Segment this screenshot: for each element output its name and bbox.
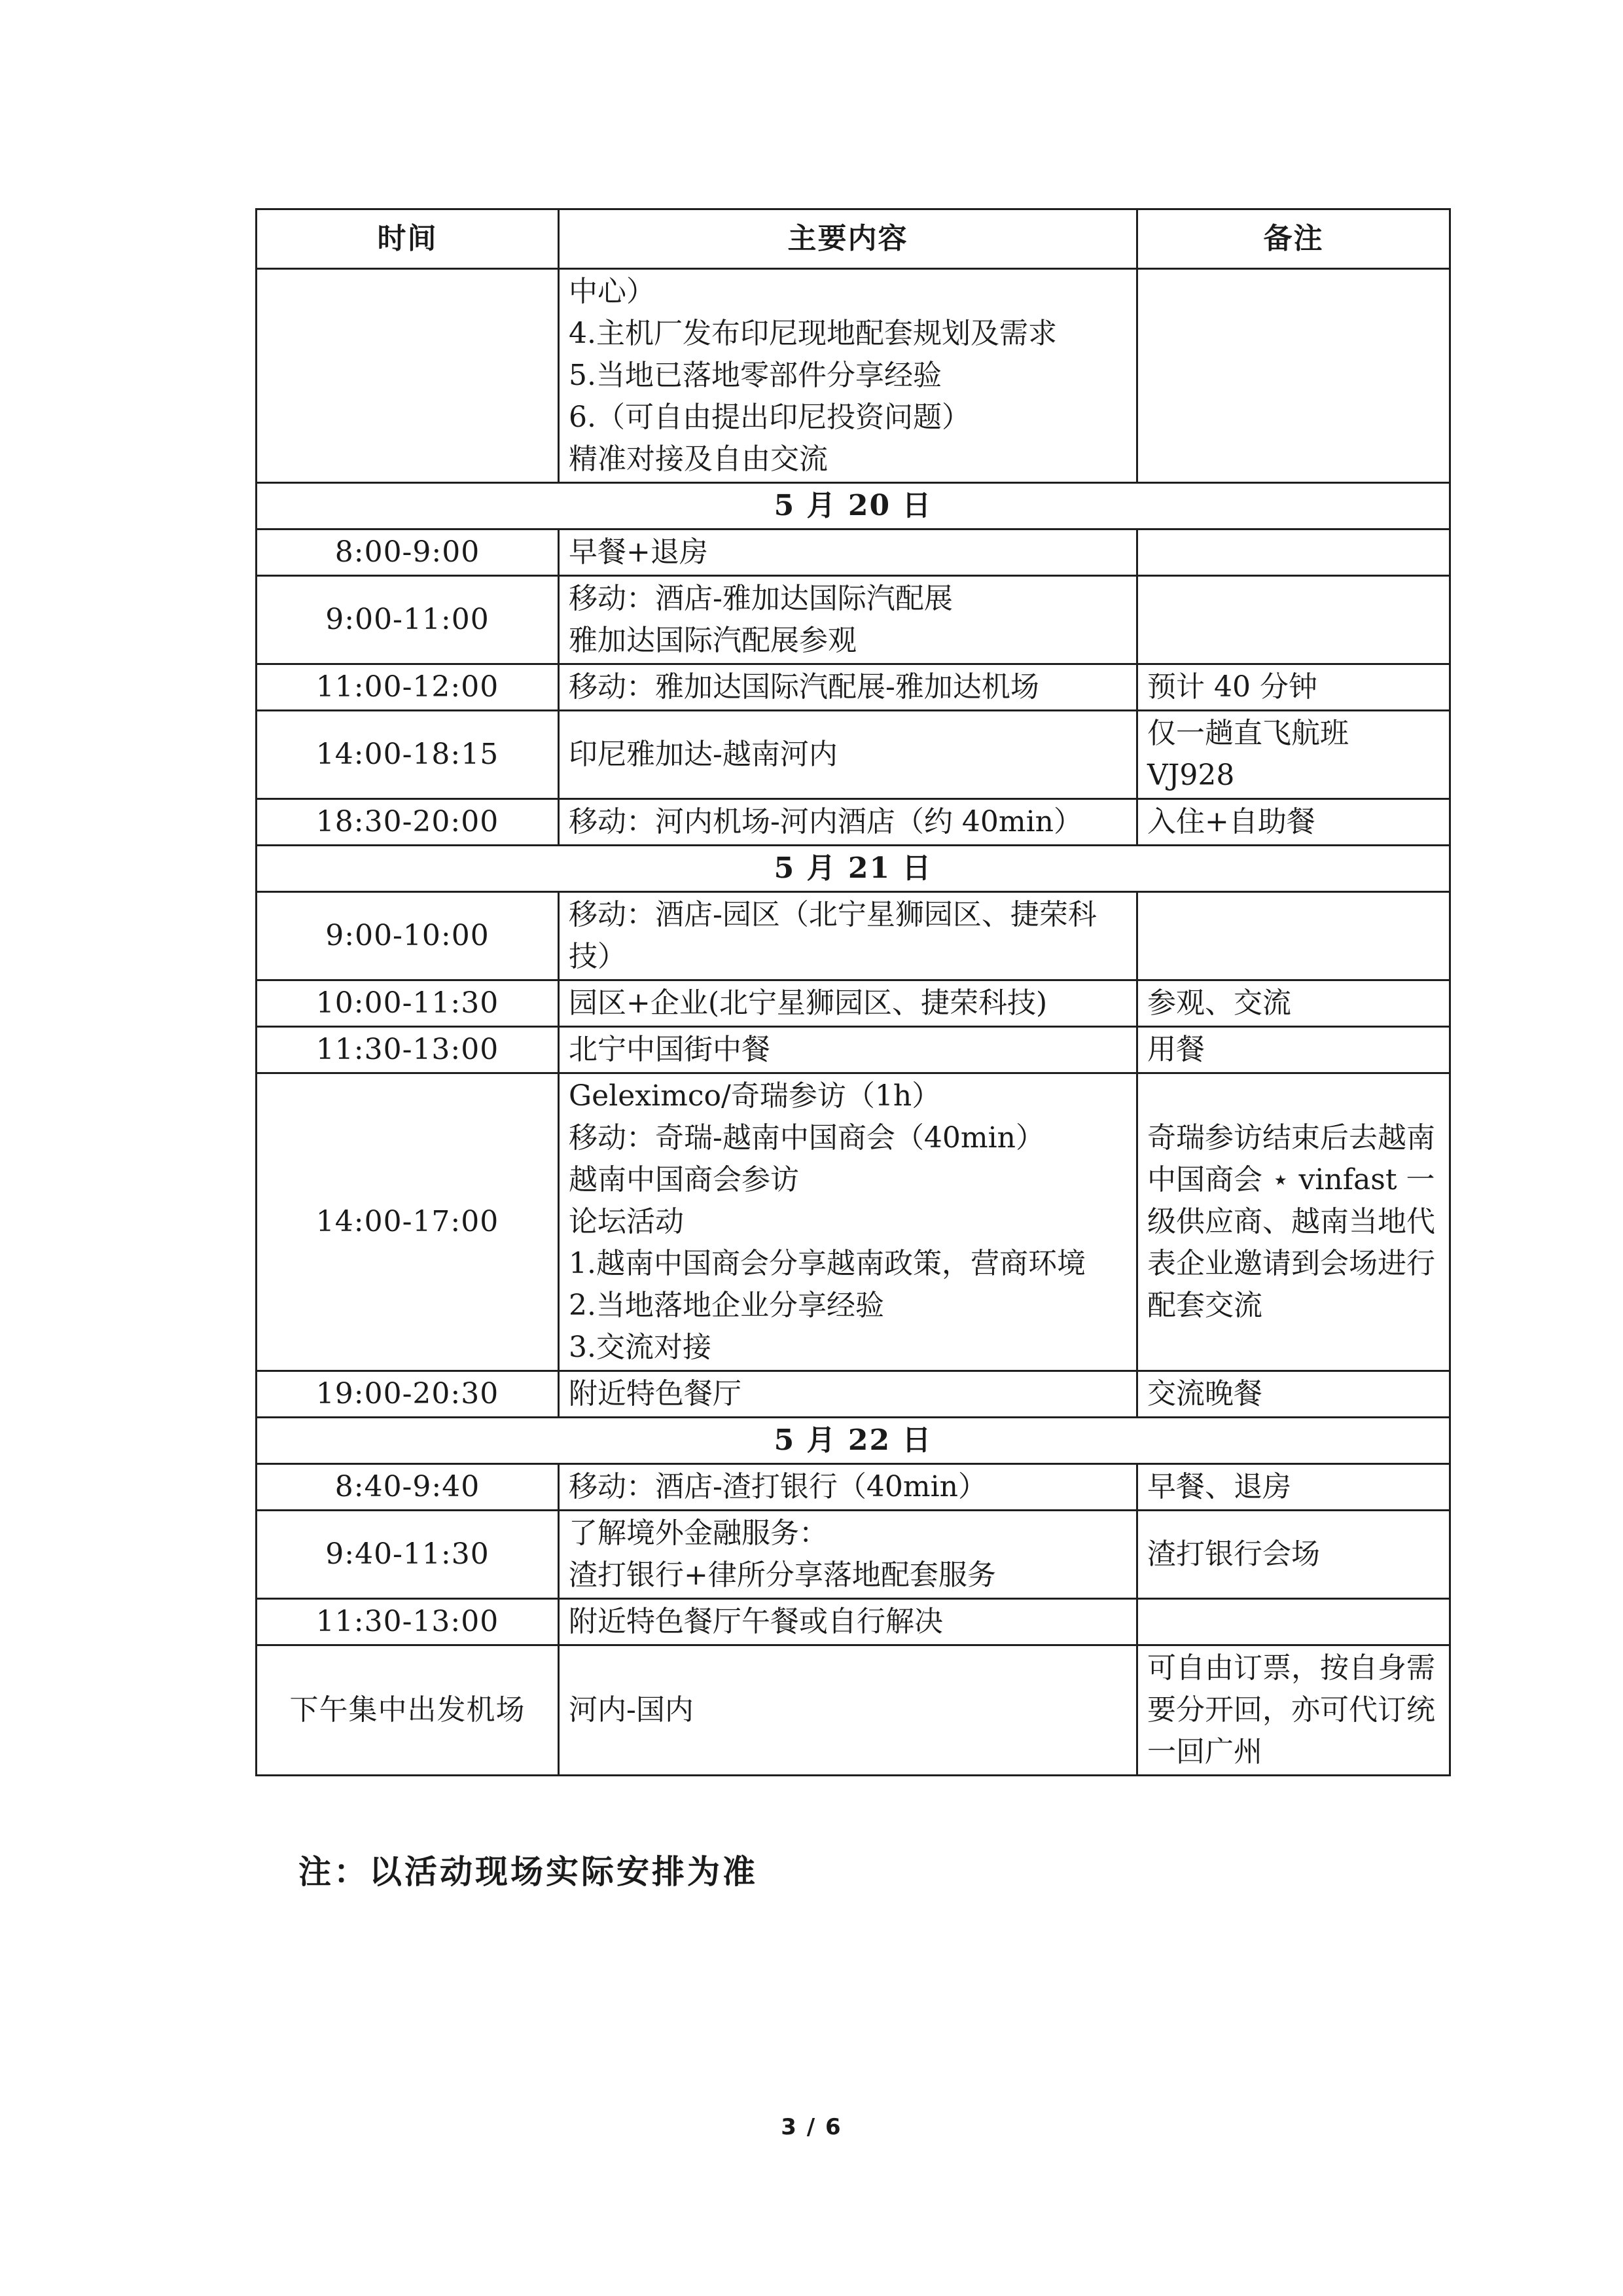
content-cell: 北宁中国街中餐 <box>559 1027 1137 1073</box>
note-line: 仅一趟直飞航班 <box>1147 717 1349 750</box>
page-number: 3 / 6 <box>781 2114 842 2140</box>
content-line: 移动：酒店-渣打银行（40min） <box>569 1470 987 1503</box>
content-cell: 附近特色餐厅午餐或自行解决 <box>559 1599 1137 1645</box>
date-label-may22: 5 月 22 日 <box>257 1418 1450 1464</box>
table-row <box>257 1073 1450 1371</box>
time-cell: 9:00-11:00 <box>257 576 559 664</box>
content-cell <box>559 576 1137 664</box>
content-cell <box>559 269 1137 483</box>
date-label-may20: 5 月 20 日 <box>257 483 1450 529</box>
content-line: 5.当地已落地零部件分享经验 <box>569 359 942 392</box>
note-cell <box>1137 529 1450 576</box>
note-line: VJ928 <box>1147 759 1235 792</box>
date-label-may21: 5 月 21 日 <box>257 846 1450 892</box>
content-line: Geleximco/奇瑞参访（1h） <box>569 1079 941 1113</box>
content-line: 移动：奇瑞-越南中国商会（40min） <box>569 1121 1044 1155</box>
note-cell: 预计 40 分钟 <box>1137 664 1450 711</box>
content-line: 精准对接及自由交流 <box>569 442 828 476</box>
time-cell: 11:30-13:00 <box>257 1599 559 1645</box>
footnote: 注：以活动现场实际安排为准 <box>298 1853 758 1891</box>
content-cell <box>559 980 1137 1027</box>
note-cell: 渣打银行会场 <box>1137 1511 1450 1599</box>
content-line: 移动：雅加达国际汽配展-雅加达机场 <box>569 670 1039 704</box>
table-row <box>257 576 1450 664</box>
table-row <box>257 269 1450 483</box>
table-row <box>257 1599 1450 1645</box>
time-cell: 14:00-18:15 <box>257 711 559 799</box>
content-line: 园区+企业(北宁星狮园区、捷荣科技) <box>569 986 1048 1020</box>
table-row <box>257 799 1450 846</box>
date-row <box>257 846 1450 892</box>
time-cell: 8:00-9:00 <box>257 529 559 576</box>
time-cell: 8:40-9:40 <box>257 1464 559 1511</box>
note-cell: 入住+自助餐 <box>1137 799 1450 846</box>
content-line: 了解境外金融服务： <box>569 1516 828 1550</box>
table-row <box>257 1027 1450 1073</box>
content-cell <box>559 1464 1137 1511</box>
content-cell: 河内-国内 <box>559 1645 1137 1776</box>
note-cell: 交流晚餐 <box>1137 1371 1450 1418</box>
table-header-row <box>257 209 1450 269</box>
header-time: 时间 <box>257 209 559 269</box>
note-cell: 可自由订票，按自身需要分开回，亦可代订统一回广州 <box>1137 1645 1450 1776</box>
table-row <box>257 1645 1450 1776</box>
content-cell: 移动：酒店-园区（北宁星狮园区、捷荣科技） <box>559 892 1137 980</box>
content-cell: 附近特色餐厅 <box>559 1371 1137 1418</box>
note-cell: 奇瑞参访结束后去越南中国商会 ⋆ vinfast 一级供应商、越南当地代表企业邀请到会场进行配套交流 <box>1137 1073 1450 1371</box>
date-row <box>257 1418 1450 1464</box>
time-cell: 10:00-11:30 <box>257 980 559 1027</box>
time-cell: 9:40-11:30 <box>257 1511 559 1599</box>
time-cell: 14:00-17:00 <box>257 1073 559 1371</box>
content-line: 1.越南中国商会分享越南政策，营商环境 <box>569 1247 1086 1280</box>
table-row <box>257 1464 1450 1511</box>
content-cell <box>559 1511 1137 1599</box>
time-cell: 下午集中出发机场 <box>257 1645 559 1776</box>
time-cell: 19:00-20:30 <box>257 1371 559 1418</box>
content-line: 6.（可自由提出印尼投资问题） <box>569 401 971 434</box>
content-line: 2.当地落地企业分享经验 <box>569 1289 884 1322</box>
content-line: 移动：河内机场-河内酒店（约 40min） <box>569 805 1082 838</box>
table-row <box>257 892 1450 980</box>
content-cell <box>559 1073 1137 1371</box>
note-cell <box>1137 892 1450 980</box>
note-cell: 参观、交流 <box>1137 980 1450 1027</box>
table-row <box>257 711 1450 799</box>
schedule-table <box>255 208 1451 1776</box>
table-row <box>257 1511 1450 1599</box>
note-cell: 用餐 <box>1137 1027 1450 1073</box>
table-row <box>257 529 1450 576</box>
content-cell: 早餐+退房 <box>559 529 1137 576</box>
content-line: 3.交流对接 <box>569 1331 711 1364</box>
time-cell: 11:00-12:00 <box>257 664 559 711</box>
content-line: 中心） <box>569 275 655 308</box>
content-cell: 印尼雅加达-越南河内 <box>559 711 1137 799</box>
note-cell: 早餐、退房 <box>1137 1464 1450 1511</box>
content-line: 渣打银行+律所分享落地配套服务 <box>569 1558 996 1592</box>
content-line: 移动：酒店-雅加达国际汽配展 <box>569 582 953 615</box>
table-row <box>257 664 1450 711</box>
table-row <box>257 1371 1450 1418</box>
table-row <box>257 980 1450 1027</box>
content-cell <box>559 664 1137 711</box>
note-cell <box>1137 269 1450 483</box>
time-cell: 18:30-20:00 <box>257 799 559 846</box>
time-cell: 11:30-13:00 <box>257 1027 559 1073</box>
note-cell <box>1137 1599 1450 1645</box>
date-row <box>257 483 1450 529</box>
content-line: 雅加达国际汽配展参观 <box>569 624 857 657</box>
content-line: 4.主机厂发布印尼现地配套规划及需求 <box>569 317 1057 350</box>
header-content: 主要内容 <box>559 209 1137 269</box>
content-cell <box>559 799 1137 846</box>
time-cell <box>257 269 559 483</box>
content-line: 论坛活动 <box>569 1205 684 1238</box>
note-cell <box>1137 576 1450 664</box>
header-note: 备注 <box>1137 209 1450 269</box>
content-line: 越南中国商会参访 <box>569 1163 799 1196</box>
time-cell: 9:00-10:00 <box>257 892 559 980</box>
note-cell <box>1137 711 1450 799</box>
